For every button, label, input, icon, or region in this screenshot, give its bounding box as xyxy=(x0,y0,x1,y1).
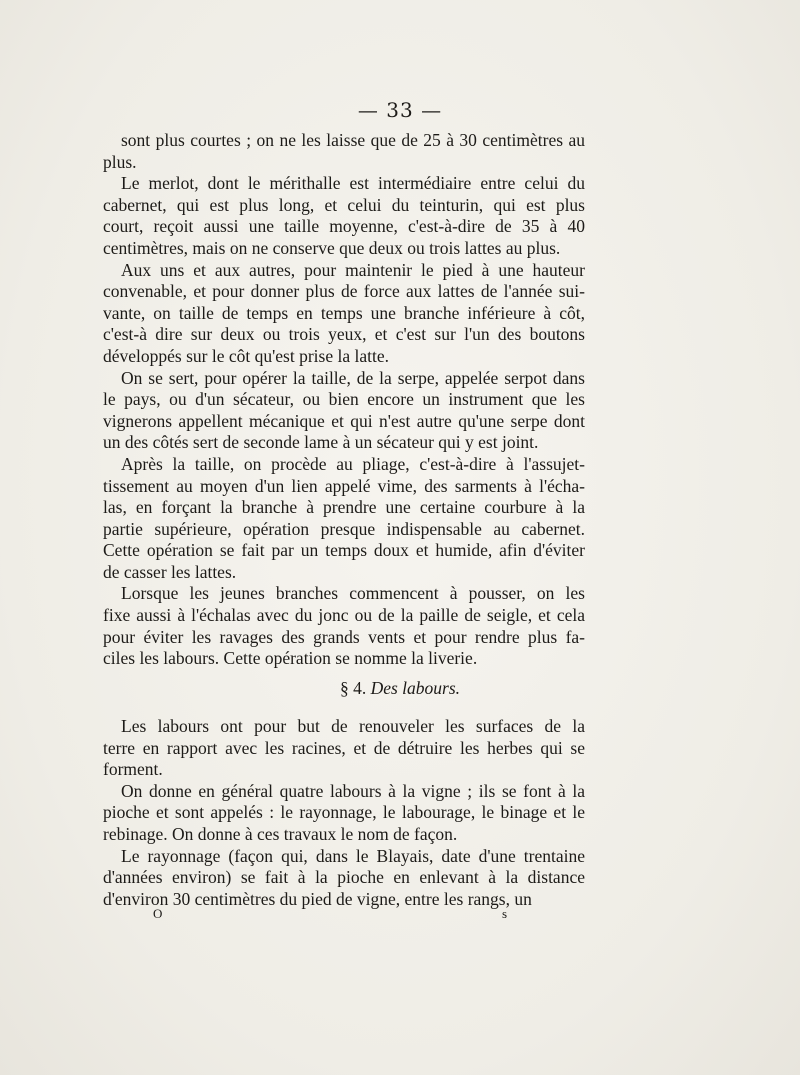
text-line: vignerons appellent mécanique et qui n'est autre qu'une serpe dont xyxy=(103,410,585,431)
text-line: d'années environ) se fait à la pioche en enlevant à la distance xyxy=(103,867,585,888)
text-line: las, en forçant la branche à prendre une certaine courbure à la xyxy=(103,497,585,518)
text-line: de casser les lattes. xyxy=(103,561,237,582)
text-line: convenable, et pour donner plus de force aux lattes de l'année sui- xyxy=(103,281,585,302)
section-heading xyxy=(0,678,800,699)
text-line: pioche et sont appelés : le rayonnage, le labourage, le binage et le xyxy=(103,802,585,823)
text-line: Lorsque les jeunes branches commencent à pousser, on les xyxy=(121,583,585,604)
printer-signature-right: s xyxy=(502,906,508,921)
text-line: Le merlot, dont le mérithalle est intermédiaire entre celui du xyxy=(121,173,585,194)
text-line: développés sur le côt qu'est prise la latte. xyxy=(103,345,389,366)
text-line: le pays, ou d'un sécateur, ou bien encore un instrument que les xyxy=(103,389,585,410)
text-line: court, reçoit aussi une taille moyenne, c'est-à-dire de 35 à 40 xyxy=(103,216,585,237)
text-line: plus. xyxy=(103,151,137,172)
body-text-top xyxy=(103,130,585,670)
text-line: vante, on taille de temps en temps une branche inférieure à côt, xyxy=(103,302,585,323)
text-line: On donne en général quatre labours à la vigne ; ils se font à la xyxy=(121,780,585,801)
text-line: cabernet, qui est plus long, et celui du teinturin, qui est plus xyxy=(103,194,585,215)
text-line: rebinage. On donne à ces travaux le nom de façon. xyxy=(103,823,458,844)
body-text-bottom xyxy=(103,716,585,910)
text-line: terre en rapport avec les racines, et de détruire les herbes qui se xyxy=(103,737,585,758)
section-number: § 4. xyxy=(339,678,367,698)
text-line: fixe aussi à l'échalas avec du jonc ou de la paille de seigle, et cela xyxy=(103,605,585,626)
text-line: sont plus courtes ; on ne les laisse que de 25 à 30 centimètres au xyxy=(121,130,585,150)
section-title: Des labours. xyxy=(370,678,461,698)
text-line: tissement au moyen d'un lien appelé vime, des sarments à l'écha- xyxy=(103,475,585,496)
text-line: Les labours ont pour but de renouveler les surfaces de la xyxy=(121,716,585,736)
text-line: Cette opération se fait par un temps doux et humide, afin d'éviter xyxy=(103,540,585,561)
text-line: Aux uns et aux autres, pour maintenir le pied à une hauteur xyxy=(121,259,585,280)
text-line: c'est-à dire sur deux ou trois yeux, et c'est sur l'un des boutons xyxy=(103,324,585,345)
text-line: forment. xyxy=(103,759,163,780)
printer-signature-left: O xyxy=(153,906,163,921)
text-line: On se sert, pour opérer la taille, de la serpe, appelée serpot dans xyxy=(121,367,585,388)
text-line: Le rayonnage (façon qui, dans le Blayais, date d'une trentaine xyxy=(121,845,585,866)
text-line: d'environ 30 centimètres du pied de vigne, entre les rangs, un xyxy=(103,888,532,909)
text-line: centimètres, mais on ne conserve que deux ou trois lattes au plus. xyxy=(103,237,561,258)
text-line: un des côtés sert de seconde lame à un sécateur qui y est joint. xyxy=(103,432,539,453)
text-line: ciles les labours. Cette opération se nomme la liverie. xyxy=(103,648,478,669)
text-line: Après la taille, on procède au pliage, c'est-à-dire à l'assujet- xyxy=(121,453,585,474)
text-line: pour éviter les ravages des grands vents et pour rendre plus fa- xyxy=(103,626,585,647)
text-line: partie supérieure, opération presque indispensable au cabernet. xyxy=(103,518,585,539)
page-number: — 33 — xyxy=(357,98,443,122)
